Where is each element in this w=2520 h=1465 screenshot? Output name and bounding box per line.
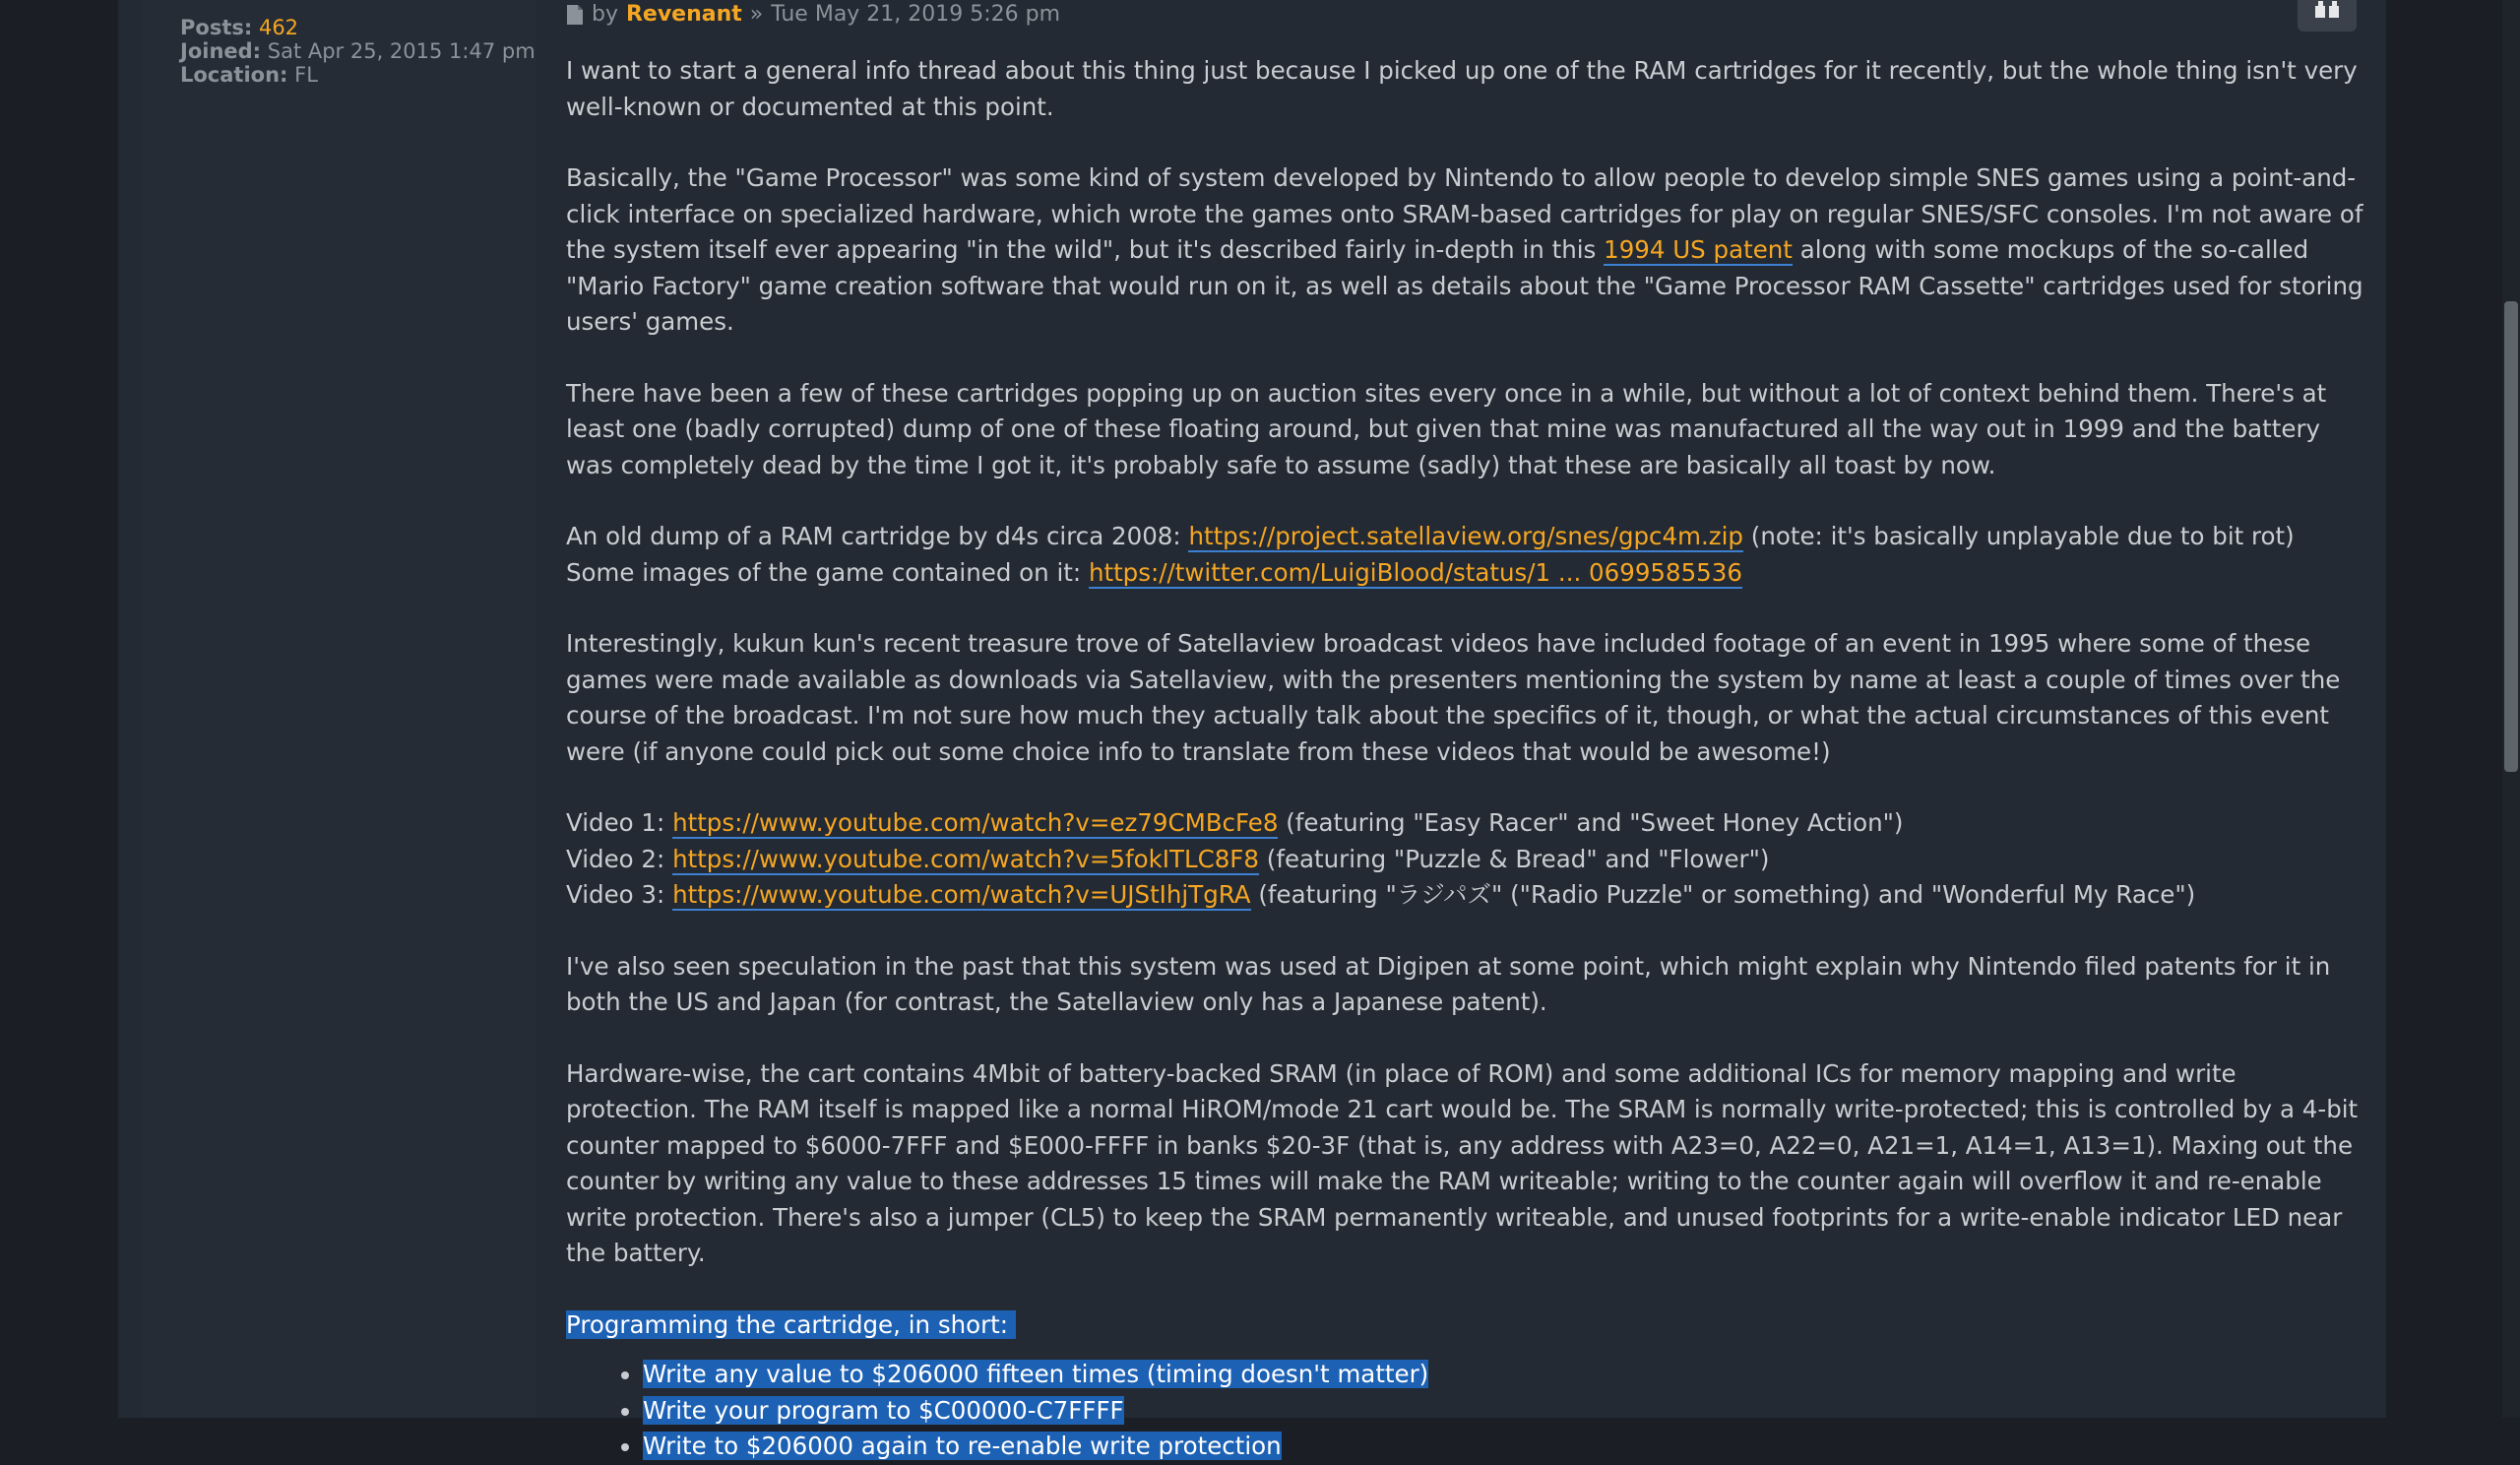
text-span: Video 1:: [566, 808, 673, 837]
text-span: Video 2:: [566, 844, 673, 873]
profile-joined: [180, 39, 536, 63]
selected-text: [1008, 1310, 1016, 1339]
selected-text: Programming the cartridge, in short:: [566, 1309, 1009, 1339]
dump-line: [566, 519, 2367, 555]
poster-profile: [180, 16, 536, 87]
video-3-link[interactable]: https://www.youtube.com/watch?v=UJStIhjTgRA: [672, 880, 1251, 909]
joined-label: Joined:: [180, 39, 262, 63]
poster-profile-column: [141, 0, 536, 1418]
text-span: (note: it's basically unplayable due to bit rot): [1742, 522, 2295, 550]
location-value: FL: [294, 63, 318, 87]
post-content: [566, 53, 2367, 1465]
profile-posts: [180, 16, 536, 39]
scrollbar-thumb[interactable]: [2504, 301, 2518, 772]
list-item: [643, 1393, 2367, 1430]
video-3-line: [566, 877, 2367, 914]
selected-text: Write to $206000 again to re-enable write protection: [643, 1432, 1282, 1460]
post-paragraph-digipen: I've also seen speculation in the past that this system was used at Digipen at some point, which might explain why Nintendo filed patents for it in both the US and Japan (for contrast, the Satellaview only has a Japanese patent).: [566, 951, 2331, 1016]
programming-steps-list: [566, 1357, 2367, 1465]
post-paragraph-game-processor: [566, 160, 2367, 341]
posts-count-link[interactable]: 462: [258, 16, 299, 39]
list-item: [643, 1429, 2367, 1465]
text-span: Video 3:: [566, 880, 673, 909]
selected-text: Write any value to $206000 fifteen times (timing doesn't matter): [643, 1360, 1429, 1388]
post-paragraph-intro: I want to start a general info thread about this thing just because I picked up one of the RAM cartridges for it recently, but the whole thing isn't very well-known or documented at this point.: [566, 56, 2358, 121]
location-label: Location:: [180, 63, 288, 87]
posts-label: Posts:: [180, 16, 253, 39]
post-header-separator: »: [749, 2, 764, 27]
post-header: [566, 0, 1060, 30]
post-document-icon[interactable]: [566, 4, 584, 26]
joined-value: Sat Apr 25, 2015 1:47 pm: [267, 39, 536, 63]
text-span: An old dump of a RAM cartridge by d4s circa 2008:: [566, 522, 1189, 550]
selected-text: Write your program to $C00000-C7FFFF: [643, 1395, 1124, 1425]
quote-button[interactable]: [2298, 0, 2357, 32]
images-line: [566, 555, 2367, 592]
video-1-line: [566, 805, 2367, 842]
text-span: Some images of the game contained on it:: [566, 557, 1089, 587]
list-item: [643, 1357, 2367, 1393]
video-1-link[interactable]: https://www.youtube.com/watch?v=ez79CMBcFe8: [672, 808, 1279, 837]
video-2-line: [566, 842, 2367, 878]
post-paragraph-cartridges: There have been a few of these cartridges popping up on auction sites every once in a while, but without a lot of context behind them. There's at least one (badly corrupted) dump of one of these floating around, but given that mine was manufactured all the way out in 1999 and the battery was completely dead by the time I got it, it's probably safe to assume (sadly) that these are basically all toast by now.: [566, 378, 2327, 479]
profile-location: [180, 63, 536, 87]
text-span: (featuring "ラジパズ" ("Radio Puzzle" or something) and "Wonderful My Race"): [1250, 880, 2196, 909]
dump-link[interactable]: https://project.satellaview.org/snes/gpc4m.zip: [1188, 522, 1743, 550]
post-by-label: by: [592, 2, 618, 27]
quote-icon: [2314, 0, 2340, 24]
programming-heading: [566, 1307, 2367, 1344]
post-date: Tue May 21, 2019 5:26 pm: [771, 2, 1061, 27]
twitter-link[interactable]: https://twitter.com/LuigiBlood/status/1 ... 0699585536: [1088, 557, 1742, 587]
post-paragraph-hardware: Hardware-wise, the cart contains 4Mbit of battery-backed SRAM (in place of ROM) and some additional ICs for memory mapping and write protection. The RAM itself is mapped like a normal HiROM/mode 21 cart would be. The SRAM is normally write-protected; this is controlled by a 4-bit counter mapped to $6000-7FFF and $E000-FFFF in banks $20-3F (that is, any address with A23=0, A22=0, A21=1, A14=1, A13=1). Maxing out the counter by writing any value to these addresses 15 times will make the RAM writeable; writing to the counter again will overflow it and re-enable write protection. There's also a jumper (CL5) to keep the SRAM permanently writeable, and unused footprints for a write-enable indicator LED near the battery.: [566, 1058, 2359, 1267]
text-span: (featuring "Easy Racer" and "Sweet Honey Action"): [1278, 808, 1904, 837]
post-author-link[interactable]: Revenant: [625, 2, 742, 27]
text-span: Basically, the "Game Processor" was some kind of system developed by Nintendo to allow people to develop simple SNES games using a point-and-click interface on specialized hardware, which wrote the games onto SRAM-based cartridges for play on regular SNES/SFC consoles. I'm not aware of the system itself ever appearing "in the wild", but it's described fairly in-depth in this: [566, 163, 2363, 264]
page-panel: [118, 0, 2386, 1460]
patent-link[interactable]: 1994 US patent: [1604, 235, 1793, 264]
video-2-link[interactable]: https://www.youtube.com/watch?v=5fokITLC8F8: [672, 844, 1259, 873]
text-span: along with some mockups of the so-called "Mario Factory" game creation software that would run on it, as well as details about the "Game Processor RAM Cassette" cartridges used for storing users' games.: [566, 235, 2363, 336]
post-paragraph-satellaview: Interestingly, kukun kun's recent treasure trove of Satellaview broadcast videos have included footage of an event in 1995 where some of these games were made available as downloads via Satellaview, with the presenters mentioning the system by name at least a couple of times over the course of the broadcast. I'm not sure how much they actually talk about the specifics of it, though, or what the actual circumstances of this event were (if anyone could pick out some choice info to translate from these videos that would be awesome!): [566, 629, 2341, 766]
text-span: (featuring "Puzzle & Bread" and "Flower"): [1258, 844, 1770, 873]
